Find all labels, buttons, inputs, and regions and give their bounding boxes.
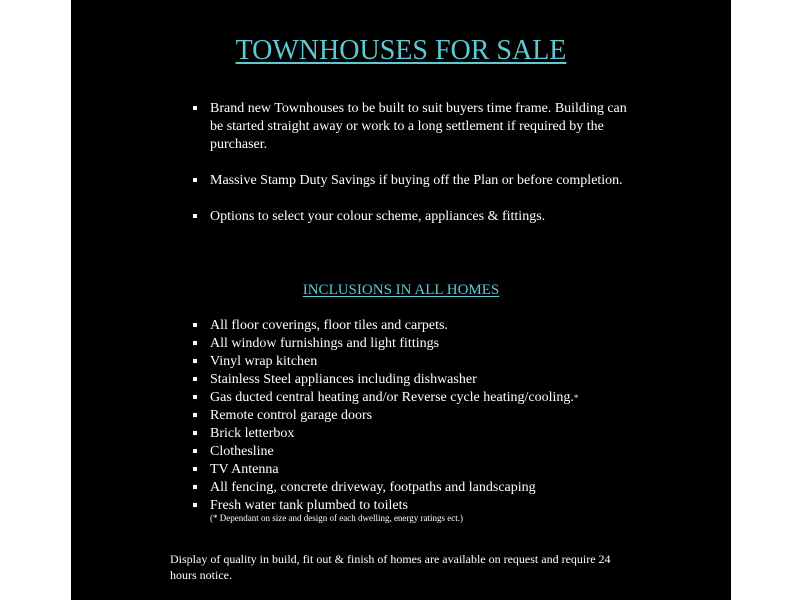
inclusions-heading: INCLUSIONS IN ALL HOMES xyxy=(302,282,500,298)
inclusion-item: All window furnishings and light fittings xyxy=(191,335,651,353)
listing-slide xyxy=(71,0,731,600)
inclusion-item: Brick letterbox xyxy=(191,425,651,443)
inclusion-text: Gas ducted central heating and/or Reverse cycle heating/cooling. xyxy=(210,390,574,405)
inclusion-item: Remote control garage doors xyxy=(191,407,651,425)
inclusion-item: Vinyl wrap kitchen xyxy=(191,353,651,371)
feature-item: Brand new Townhouses to be built to suit buyers time frame. Building can be started straight away or work to a long settlement if required by the purchaser. xyxy=(191,100,631,154)
footnote: (* Dependant on size and design of each dwelling, energy ratings ect.) xyxy=(210,513,463,523)
feature-item: Options to select your colour scheme, appliances & fittings. xyxy=(191,208,631,226)
inclusion-item: All fencing, concrete driveway, footpaths and landscaping xyxy=(191,479,651,497)
footnote-marker: * xyxy=(573,393,579,403)
feature-list xyxy=(191,100,631,244)
disclaimer: Display of quality in build, fit out & finish of homes are available on request and require 24 hours notice. xyxy=(170,552,611,582)
inclusions-list xyxy=(191,317,651,515)
feature-item: Massive Stamp Duty Savings if buying off the Plan or before completion. xyxy=(191,172,631,190)
inclusion-item: TV Antenna xyxy=(191,461,651,479)
inclusion-item: Stainless Steel appliances including dishwasher xyxy=(191,371,651,389)
inclusion-item xyxy=(191,389,651,407)
inclusion-item: All floor coverings, floor tiles and carpets. xyxy=(191,317,651,335)
page-title: TOWNHOUSES FOR SALE xyxy=(235,35,567,66)
inclusion-item: Clothesline xyxy=(191,443,651,461)
inclusion-item: Fresh water tank plumbed to toilets xyxy=(191,497,651,515)
